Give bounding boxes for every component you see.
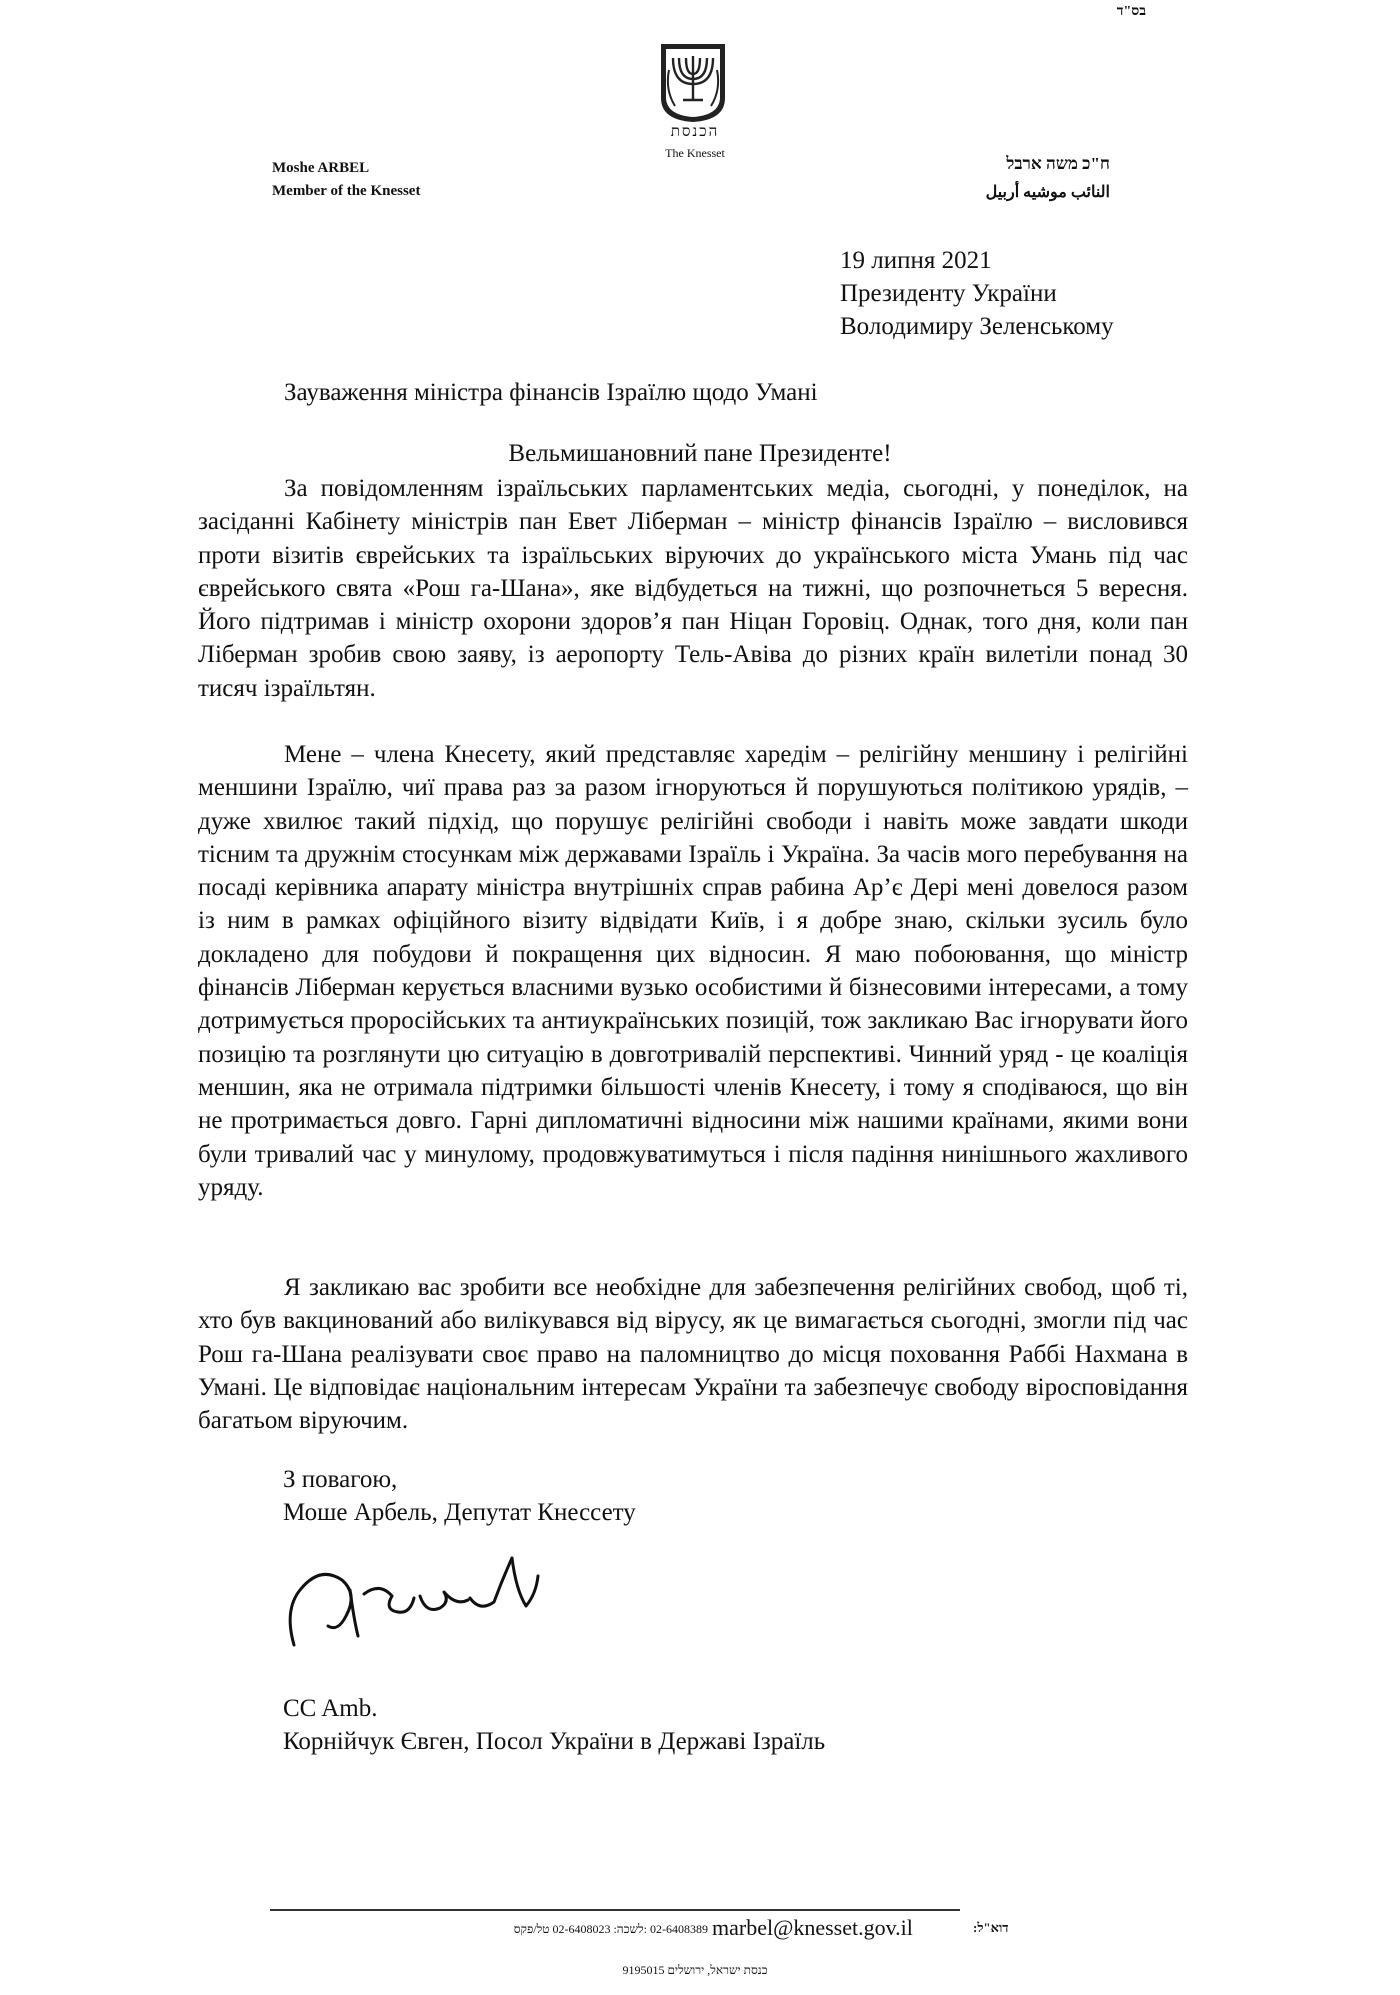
recipient-line-2: Володимиру Зеленському xyxy=(840,313,1114,340)
footer-address: כנסת ישראל, ירושלים 9195015 xyxy=(622,1963,768,1977)
body-paragraph-3: Я закликаю вас зробити все необхідне для забезпечення релігійних свобод, щоб ті, хто був вакцинований або вилікувався від вірусу, як це вимагається сьогодні, змогли під час Рош га-Шана реалізувати своє право на паломництво до місця поховання Раббі Нахмана в Умані. Це відповідає національним інтересам України та забезпечує свободу віросповідання багатьом віруючим. xyxy=(198,1274,1188,1435)
member-name-ar: النائب موشيه أربيل xyxy=(985,184,1110,201)
knesset-english-label: The Knesset xyxy=(665,146,725,160)
handwritten-signature xyxy=(280,1550,550,1665)
footer-email[interactable]: marbel@knesset.gov.il xyxy=(712,1915,913,1940)
salutation: Вельмишановний пане Президенте! xyxy=(508,440,892,467)
member-title-en: Member of the Knesset xyxy=(272,183,421,199)
cc-line-2: Корнійчук Євген, Посол України в Державі Ізраїль xyxy=(283,1728,826,1755)
closing-regards: З повагою, xyxy=(283,1466,398,1493)
cc-line-1: CC Amb. xyxy=(283,1695,378,1722)
knesset-hebrew-label: הכנסת xyxy=(670,124,720,140)
recipient-line-1: Президенту України xyxy=(840,280,1057,307)
footer-divider xyxy=(270,1909,960,1911)
letter-date: 19 липня 2021 xyxy=(840,247,992,274)
footer-email-label: דוא"ל: xyxy=(973,1920,1009,1935)
body-paragraph-1: За повідомленням ізраїльських парламентських медіа, сьогодні, у понеділок, на засіданні Кабінету міністрів пан Евет Ліберман – міністр фінансів Ізраїлю – висловився проти візитів єврейських та ізраїльських віруючих до українського міста Умань під час єврейського свята «Рош га-Шана», яке відбудеться на тижні, що розпочнеться 5 вересня. Його підтримав і міністр охорони здоров’я пан Ніцан Горовіц. Однак, того дня, коли пан Ліберман зробив свою заяву, із аеропорту Тель-Авіва до різних країн вилетіли понад 30 тисяч ізраїльтян. xyxy=(198,475,1188,702)
footer-contact-numbers: 02-6408389 :לשכה: 02-6408023 טל/פקס xyxy=(513,1922,708,1936)
bsd-mark: בס"ד xyxy=(1116,4,1146,19)
member-name-he: ח"כ משה ארבל xyxy=(1006,154,1110,173)
letter-subject: Зауваження міністра фінансів Ізраїлю щодо Умані xyxy=(284,379,818,406)
signer-name: Моше Арбель, Депутат Кнессету xyxy=(283,1499,636,1526)
body-paragraph-2: Мене – члена Кнесету, який представляє харедім – релігійну меншину і релігійні меншини Ізраїлю, чиї права раз за разом ігноруються й порушуються політикою урядів, – дуже хвилює такий підхід, що порушує релігійні свободи і навіть може завдати шкоди тісним та дружнім стосункам між державами Ізраїль і Україна. За часів мого перебування на посаді керівника апарату міністра внутрішніх справ рабина Ар’є Дері мені довелося разом із ним в рамках офіційного візиту відвідати Київ, і я добре знаю, скільки зусиль було докладено для побудови й покращення цих відносин. Я маю побоювання, що міністр фінансів Ліберман керується власними вузько особистими й бізнесовими інтересами, а тому дотримується проросійських та антиукраїнських позицій, тож закликаю Вас ігнорувати його позицію та розглянути цю ситуацію в довготривалій перспективі. Чинний уряд - це коаліція меншин, яка не отримала підтримки більшості членів Кнесету, і тому я сподіваюся, що він не протримається довго. Гарні дипломатичні відносини між нашими країнами, якими вони були тривалий час у минулому, продовжуватимуться і після падіння нинішнього жахливого уряду. xyxy=(198,741,1188,1201)
member-name-en: Moshe ARBEL xyxy=(272,160,370,176)
menorah-emblem-icon xyxy=(655,40,731,124)
